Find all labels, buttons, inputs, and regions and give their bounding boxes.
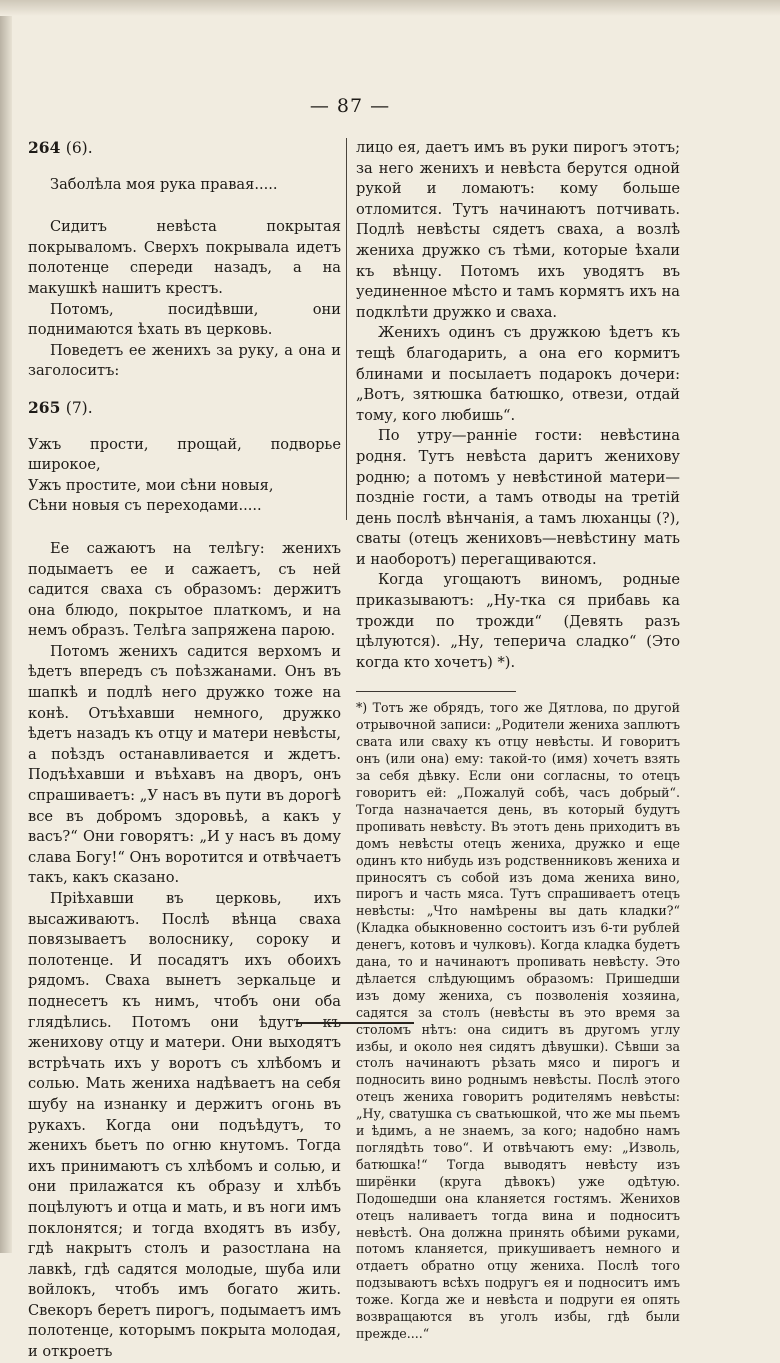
paragraph: Потомъ, посидѣвши, они поднимаются ѣхать въ церковь. <box>28 300 341 339</box>
scan-edge-left <box>0 0 12 1253</box>
song-264-subnumber: (6). <box>65 139 93 157</box>
footnote-rule <box>356 691 516 692</box>
end-rule <box>296 1022 414 1024</box>
song-265-subnumber: (7). <box>65 398 93 417</box>
right-column <box>356 138 680 1343</box>
left-column <box>28 138 341 1363</box>
song-264-heading <box>28 138 341 159</box>
paragraph: лицо ея, даетъ имъ въ руки пирогъ этотъ; за него женихъ и невѣста берутся одной рукой и ломаютъ: кому больше отломится. Тутъ начинаютъ потчивать. Подлѣ невѣсты сядетъ сваха, а возлѣ жениха дружко съ тѣми, которые ѣхали къ вѣнцу. Потомъ ихъ уводятъ въ уединенное мѣсто и тамъ кормятъ ихъ на подклѣти дружко и сваха. <box>356 139 680 321</box>
verse-line: Ужъ простите, мои сѣни новыя, <box>28 476 274 494</box>
song-264-first-line: Заболѣла моя рука правая..... <box>50 175 278 193</box>
verse-line: Сѣни новыя съ переходами..... <box>28 497 262 515</box>
song-265-heading <box>28 398 341 419</box>
scan-edge-top <box>0 0 780 16</box>
song-265-number: 265 <box>28 397 61 417</box>
column-divider <box>346 138 347 520</box>
paragraph: Женихъ одинъ съ дружкою ѣдетъ къ тещѣ благодарить, а она его кормитъ блинами и посылаетъ подарокъ дочери: „Вотъ, зятюшка батюшко, отвези, отдай тому, кого любишь“. <box>356 324 680 424</box>
paragraph: Ее сажаютъ на телѣгу: женихъ подымаетъ ее и сажаетъ, съ ней садится сваха съ образомъ: держитъ она блюдо, покрытое платкомъ, и на немъ образъ. Телѣга запряжена парою. <box>28 539 341 640</box>
paragraph: Пріѣхавши въ церковь, ихъ высаживаютъ. Послѣ вѣнца сваха повязываетъ волоснику, сороку и полотенце. И посадятъ ихъ обоихъ рядомъ. Сваха вынетъ зеркальце и поднесетъ къ нимъ, чтобъ они оба глядѣлись. Потомъ они ѣдутъ къ женихову отцу и матери. Они выходятъ встрѣчать ихъ у воротъ съ хлѣбомъ и солью. Мать жениха надѣваетъ на себя шубу на изнанку и держитъ огонь въ рукахъ. Когда они подъѣдутъ, то женихъ бьетъ по огню кнутомъ. Тогда ихъ принимаютъ съ хлѣбомъ и солью, и они прилажатся къ образу и хлѣбъ поцѣлуютъ и отца и мать, и въ ноги имъ поклонятся; и тогда входятъ въ избу, гдѣ накрытъ столъ и разостлана на лавкѣ, гдѣ садятся молодые, шуба или войлокъ, чтобъ имъ богато жить. Свекоръ беретъ пирогъ, подымаетъ имъ полотенце, которымъ покрыта молодая, и откроетъ <box>28 890 341 1361</box>
paragraph: Сидитъ невѣста покрытая покрываломъ. Сверхъ покрывала идетъ полотенце спереди назадъ, а на макушкѣ нашитъ крестъ. <box>28 218 341 297</box>
footnote: *) Тотъ же обрядъ, того же Дятлова, по другой отрывочной записи: „Родители жениха заплютъ свата или сваху къ отцу невѣсты. И говоритъ онъ (или она) ему: такой-то (имя) хочетъ взять за себя дѣвку. Если они согласны, то отецъ говоритъ ей: „Пожалуй собѣ, часъ добрый“. Тогда назначается день, въ который будутъ пропивать невѣсту. Въ этотъ день приходитъ въ домъ невѣсты отецъ жениха, дружко и еще одинъ кто нибудь изъ родственниковъ жениха и приносятъ съ собой изъ дома жениха вино, пирогъ и часть мяса. Тутъ спрашиваетъ отецъ невѣсты: „Что намѣрены вы дать кладки?“ (Кладка обыкновенно состоитъ изъ 6-ти рублей денегъ, котовъ и чулковъ). Когда кладка будетъ дана, то и начинаютъ пропивать невѣсту. Это дѣлается слѣдующимъ образомъ: Пришедши изъ дому жениха, съ позволенія хозяина, садятся за столъ (невѣсты въ это время за столомъ нѣтъ: она сидитъ въ другомъ углу избы, и около нея сидятъ дѣвушки). Сѣвши за столъ начинаютъ рѣзать мясо и пирогъ и подносить вино роднымъ невѣсты. Послѣ этого отецъ жениха говоритъ родителямъ невѣсты: „Ну, сватушка съ сватьюшкой, что же мы пьемъ и ѣдимъ, а не знаемъ, за кого; надобно намъ поглядѣть тово“. И отвѣчаютъ ему: „Изволь, батюшка!“ Тогда выводятъ невѣсту изъ ширёнки (круга дѣвокъ) уже одѣтую. Подошедши она кланяется гостямъ. Женихов отецъ наливаетъ тогда вина и подноситъ невѣстѣ. Она должна принять обѣими руками, потомъ кланяется, прикушиваетъ немного и отдаетъ обратно отцу жениха. Послѣ того подзываютъ всѣхъ подругъ ея и подноситъ имъ тоже. Когда же и невѣста и подруги ея опять возвращаются въ уголъ избы, гдѣ были прежде....“ <box>356 700 680 1341</box>
song-264-number: 264 <box>28 138 61 157</box>
paragraph: Потомъ женихъ садится верхомъ и ѣдетъ впередъ съ поѣзжанами. Онъ въ шапкѣ и подлѣ него дружко тоже на конѣ. Отъѣхавши немного, дружко ѣдетъ назадъ къ отцу и матери невѣсты, а поѣздъ останавливается и ждетъ. Подъѣхавши и въѣхавъ на дворъ, онъ спрашиваетъ: „У насъ въ пути въ дорогѣ все въ добромъ здоровьѣ, а какъ у васъ?“ Они говорятъ: „И у насъ въ дому слава Богу!“ Онъ воротится и отвѣчаетъ такъ, какъ сказано. <box>28 642 341 887</box>
paragraph: Поведетъ ее женихъ за руку, а она и заголоситъ: <box>28 341 341 380</box>
paragraph: По утру—ранніе гости: невѣстина родня. Тутъ невѣста даритъ женихову родню; а потомъ у невѣстиной матери—поздніе гости, а тамъ отводы на третій день послѣ вѣнчанія, а тамъ люханцы (?), сваты (отецъ жениховъ—невѣстину мать и наоборотъ) перегащиваются. <box>356 427 680 568</box>
page-number: — 87 — <box>309 95 391 117</box>
verse-line: Ужъ прости, прощай, подворье широкое, <box>28 435 341 474</box>
paragraph: Когда угощаютъ виномъ, родные приказываютъ: „Ну-тка ся прибавь ка трожди по трожди“ (Девять разъ цѣлуются). „Ну, теперича сладко“ (Это когда кто хочетъ) *). <box>356 571 680 671</box>
